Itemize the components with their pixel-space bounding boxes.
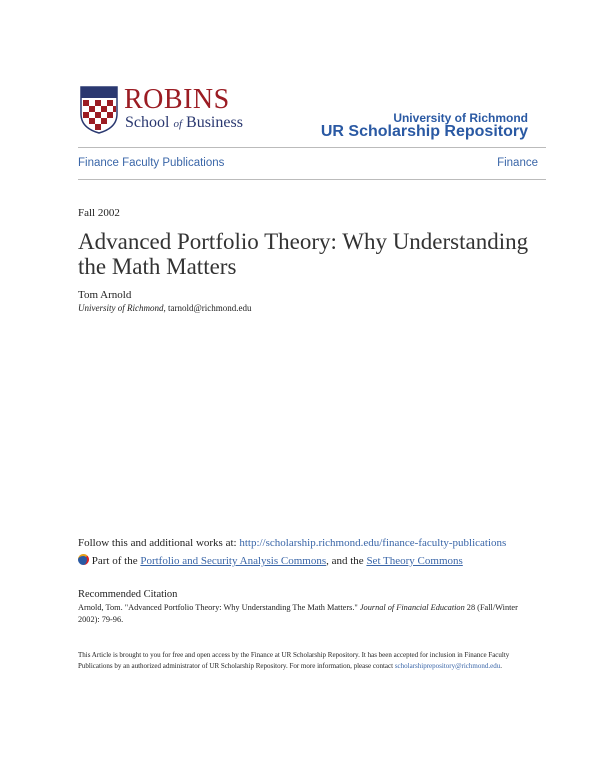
divider bbox=[78, 147, 546, 148]
recommended-citation-heading: Recommended Citation bbox=[78, 589, 178, 600]
shield-icon bbox=[80, 86, 118, 134]
nav-finance[interactable]: Finance bbox=[497, 157, 538, 169]
part-of-line: Part of the Portfolio and Security Analysis Commons, and the Set Theory Commons bbox=[78, 554, 463, 567]
logo-school-of-business: School of Business bbox=[125, 114, 243, 131]
repository-name[interactable]: UR Scholarship Repository bbox=[320, 123, 528, 140]
follow-line: Follow this and additional works at: http://scholarship.richmond.edu/finance-faculty-publications bbox=[78, 537, 507, 549]
divider bbox=[78, 179, 546, 180]
contact-email-link[interactable]: scholarshiprepository@richmond.edu bbox=[394, 662, 501, 670]
university-name: University of Richmond bbox=[393, 111, 528, 125]
author-affiliation: University of Richmond, tarnold@richmond.edu bbox=[78, 303, 252, 313]
citation-text: Arnold, Tom. "Advanced Portfolio Theory: Why Understanding The Math Matters." Journal of Financial Education 28 (Fall/Winter 2002): 79-96. bbox=[78, 603, 518, 624]
publication-date: Fall 2002 bbox=[78, 207, 120, 219]
set-theory-commons-link[interactable]: Set Theory Commons bbox=[366, 555, 463, 567]
article-title: Advanced Portfolio Theory: Why Understanding the Math Matters bbox=[78, 229, 529, 279]
nav-finance-faculty-publications[interactable]: Finance Faculty Publications bbox=[78, 157, 225, 169]
commons-icon bbox=[78, 554, 89, 565]
collection-url-link[interactable]: http://scholarship.richmond.edu/finance-faculty-publications bbox=[239, 537, 507, 549]
robins-school-logo bbox=[80, 86, 260, 136]
author-name: Tom Arnold bbox=[78, 289, 132, 301]
portfolio-commons-link[interactable]: Portfolio and Security Analysis Commons bbox=[140, 555, 327, 567]
logo-robins: ROBINS bbox=[124, 84, 230, 115]
access-note: This Article is brought to you for free and open access by the Finance at UR Scholarship Repository. It has been accepted for inclusion in Finance Faculty Publications by an authorized administrator of UR Scholarship Repository. For more information, please contact scholarshiprepository@richmond.edu. bbox=[78, 651, 510, 670]
